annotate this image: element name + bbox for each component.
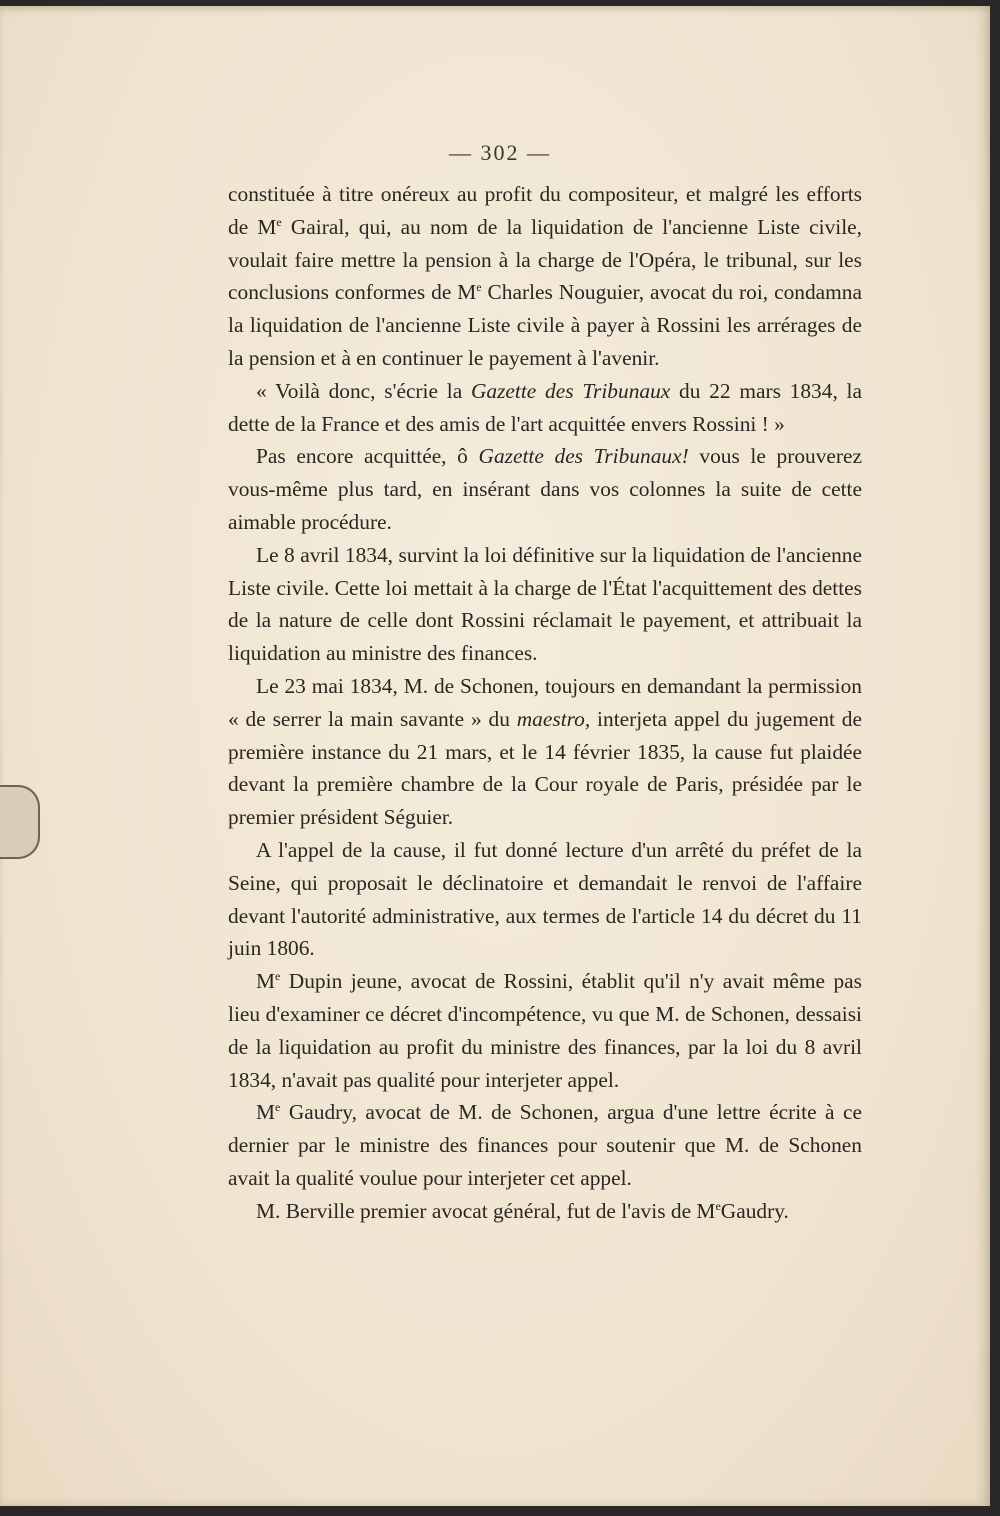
paragraph [228, 1096, 862, 1194]
text-segment: Gairal, qui, au nom de la liquidation de l'ancienne Liste civile, voulait faire mettre la pension à la charge de l'Opéra, le tribunal, sur les conclusions conformes de M [228, 214, 863, 305]
italic-text: maestro, [516, 706, 591, 731]
page-clip [0, 785, 40, 859]
text-segment: vous le prouverez vous-même plus tard, en insérant dans vos colonnes la suite de cette aimable procédure. [228, 444, 863, 534]
text-segment: A l'appel de la cause, il fut donné lecture d'un arrêté du préfet de la Seine, qui proposait le déclinatoire et demandait le renvoi de l'affaire devant l'autorité administrative, aux termes de l'article 14 du décret du 11 juin 1806. [228, 837, 862, 961]
superscript-text: e [476, 280, 482, 295]
paragraph [228, 178, 862, 375]
text-segment: Pas encore acquittée, ô [256, 444, 479, 469]
text-segment: Le 23 mai 1834, M. de Schonen, toujours en demandant la permission « de serrer la main savante » du [228, 673, 862, 731]
text-segment: M [256, 1100, 276, 1125]
superscript-text: e [275, 1100, 281, 1115]
paragraph [228, 539, 862, 670]
text-segment: Dupin jeune, avocat de Rossini, établit qu'il n'y avait même pas lieu d'examiner ce décret d'incompétence, vu que M. de Schonen, dessaisi de la liquidation au profit du ministre des finances, par la loi du 8 avril 1834, n'avait pas qualité pour interjeter appel. [228, 969, 862, 1092]
paragraph [228, 834, 862, 965]
text-segment: du 22 mars 1834, la dette de la France et des amis de l'art acquittée envers Rossini ! » [228, 378, 862, 436]
page-number: — 302 — [449, 140, 551, 165]
paragraph [228, 375, 862, 441]
text-segment: Gaudry, avocat de M. de Schonen, argua d'une lettre écrite à ce dernier par le ministre des finances pour soutenir que M. de Schonen avait la qualité voulue pour interjeter cet appel. [228, 1100, 862, 1190]
text-segment: Charles Nouguier, avocat du roi, condamna la liquidation de l'ancienne Liste civile à payer à Rossini les arrérages de la pension et à en continuer le payement à l'avenir. [228, 280, 862, 370]
superscript-text: e [715, 1198, 721, 1213]
paragraph [228, 1195, 862, 1228]
italic-text: Gazette des Tribunaux! [478, 444, 689, 469]
text-segment: Gaudry. [720, 1198, 789, 1223]
text-segment: M [256, 969, 276, 994]
italic-text: Gazette des Tribunaux [470, 378, 671, 403]
body-text [228, 178, 862, 1228]
text-segment: interjeta appel du jugement de première instance du 21 mars, et le 14 février 1835, la cause fut plaidée devant la première chambre de la Cour royale de Paris, présidée par le premier président Séguier. [228, 706, 862, 830]
text-segment: Le 8 avril 1834, survint la loi définitive sur la liquidation de l'ancienne Liste civile. Cette loi mettait à la charge de l'État l'acquittement des dettes de la nature de celle dont Rossini réclamait le payement, et attribuait la liquidation au ministre des finances. [228, 542, 862, 666]
superscript-text: e [276, 214, 282, 229]
paragraph [228, 440, 862, 538]
text-segment: constituée à titre onéreux au profit du compositeur, et malgré les efforts de M [228, 182, 862, 239]
paragraph [228, 670, 862, 834]
text-segment: « Voilà donc, s'écrie la [256, 378, 471, 403]
superscript-text: e [275, 969, 281, 983]
text-segment: M. Berville premier avocat général, fut de l'avis de M [256, 1198, 716, 1223]
paragraph [228, 965, 862, 1096]
